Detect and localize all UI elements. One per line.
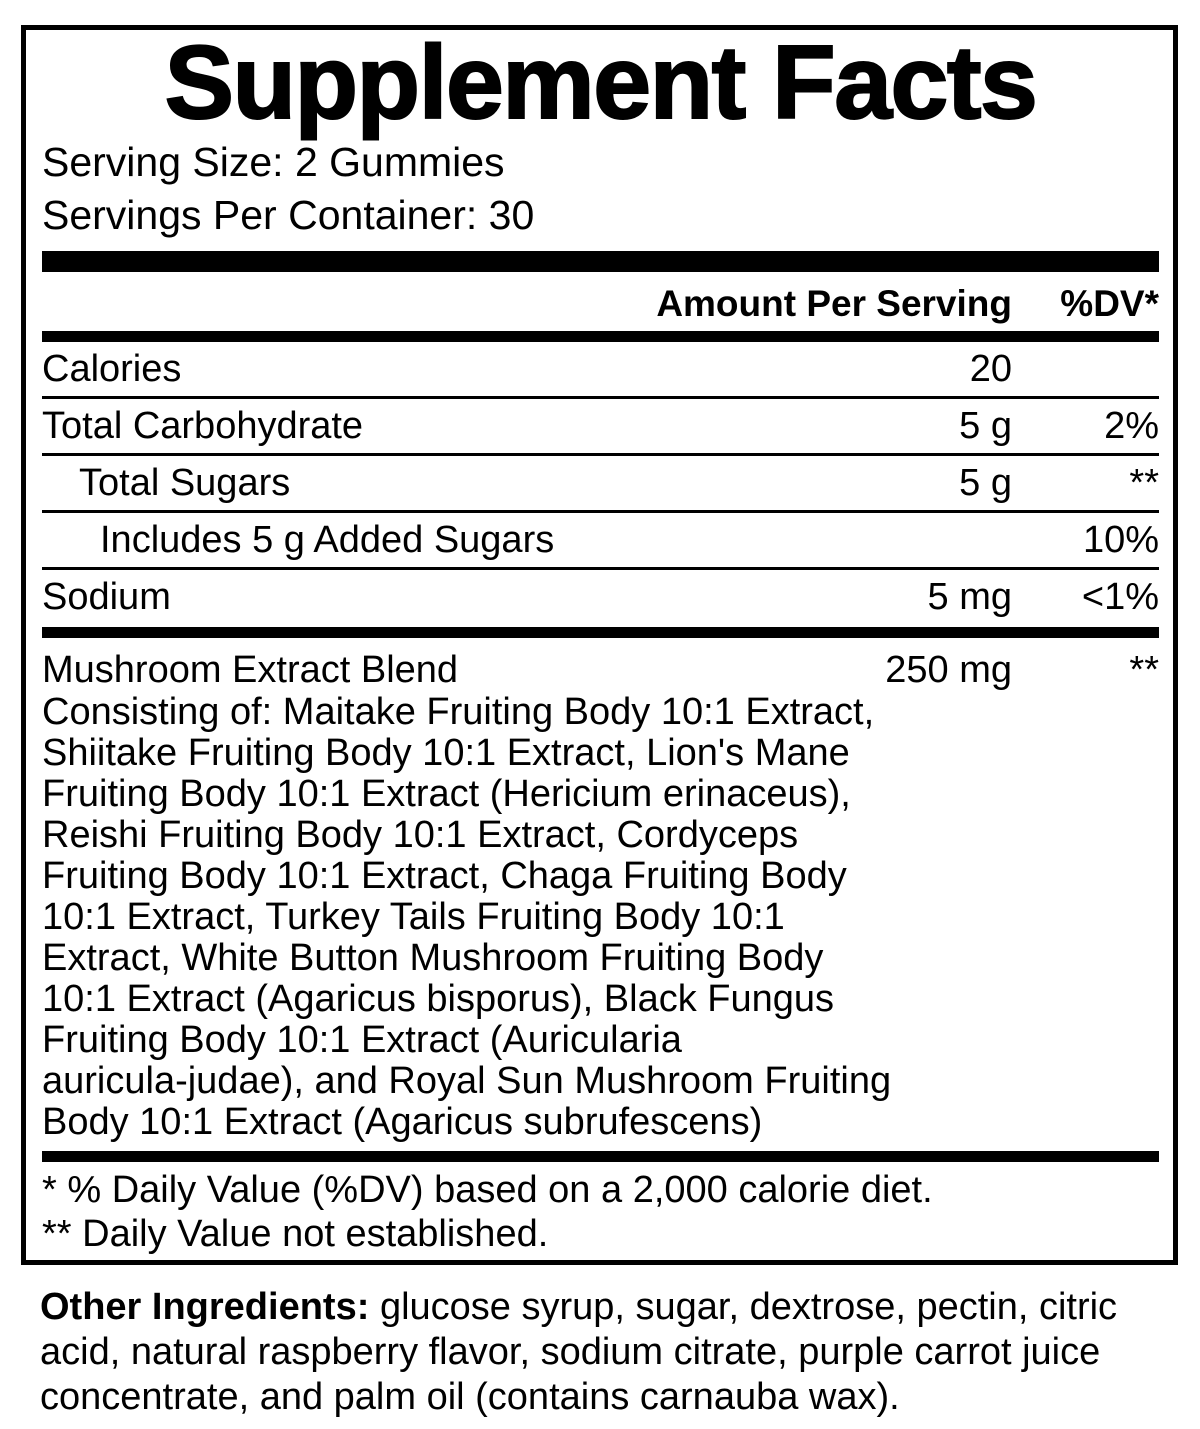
panel-title: Supplement Facts (164, 25, 1037, 141)
nutrient-amount: 5 mg (927, 576, 1012, 619)
blend-description-line: 10:1 Extract (Agaricus bisporus), Black Fungus (42, 978, 835, 1021)
blend-description-line: Consisting of: Maitake Fruiting Body 10:1 Extract, (42, 691, 875, 734)
blend-description-line: auricula-judae), and Royal Sun Mushroom Fruiting (42, 1060, 892, 1103)
blend-description-line: Body 10:1 Extract (Agaricus subrufescens) (42, 1101, 763, 1144)
supplement-facts-panel (21, 25, 1178, 1265)
nutrient-row-added-sugars (42, 513, 1159, 570)
blend-description-line: Extract, White Button Mushroom Fruiting Body (42, 937, 824, 980)
nutrient-name: Calories (42, 348, 182, 391)
footnote-dv-basis: * % Daily Value (%DV) based on a 2,000 calorie diet. (42, 1169, 933, 1212)
dv-column-header: %DV* (1060, 283, 1159, 325)
footnotes (42, 1162, 1159, 1256)
nutrient-name: Total Sugars (79, 462, 291, 505)
nutrient-row-total-sugars (42, 456, 1159, 513)
columns-separator-bar (42, 331, 1159, 342)
header-separator-bar (42, 251, 1159, 272)
amount-column-header: Amount Per Serving (656, 283, 1012, 325)
blend-description-line: 10:1 Extract, Turkey Tails Fruiting Body 10:1 (42, 896, 785, 939)
nutrient-dv: 10% (1082, 519, 1159, 562)
other-ingredients (40, 1285, 1180, 1420)
blend-description-line: Fruiting Body 10:1 Extract (Auricularia (42, 1019, 682, 1062)
column-header-row (42, 272, 1159, 331)
blend-description-line: Fruiting Body 10:1 Extract, Chaga Fruiting Body (42, 855, 847, 898)
nutrient-row-calories (42, 342, 1159, 399)
other-ingredients-text: glucose syrup, sugar, dextrose, pectin, citric acid, natural raspberry flavor, sodium citrate, purple carrot juice concentrate, and palm oil (contains carnauba wax). (40, 1286, 1118, 1418)
nutrient-dv: 2% (1104, 405, 1159, 448)
blend-amount: 250 mg (885, 649, 1012, 692)
servings-per-container: Servings Per Container: 30 (42, 192, 535, 239)
footnote-separator-bar (42, 1151, 1159, 1162)
blend-description (42, 692, 1159, 1143)
nutrient-name: Includes 5 g Added Sugars (100, 519, 555, 562)
nutrient-row-sodium (42, 570, 1159, 627)
footnote-not-established: ** Daily Value not established. (42, 1213, 549, 1256)
nutrient-name: Total Carbohydrate (42, 405, 364, 448)
nutrient-amount: 20 (969, 348, 1012, 391)
blend-row (42, 638, 1159, 692)
blend-separator-bar (42, 627, 1159, 638)
nutrient-row-total-carbohydrate (42, 399, 1159, 456)
other-ingredients-label: Other Ingredients: (40, 1286, 370, 1328)
blend-dv: ** (1129, 649, 1159, 692)
nutrient-amount: 5 g (959, 462, 1012, 505)
nutrient-amount: 5 g (959, 405, 1012, 448)
blend-description-line: Reishi Fruiting Body 10:1 Extract, Cordyceps (42, 814, 799, 857)
nutrient-name: Sodium (42, 576, 171, 619)
blend-name: Mushroom Extract Blend (42, 649, 459, 692)
blend-description-line: Shiitake Fruiting Body 10:1 Extract, Lion's Mane (42, 732, 850, 775)
nutrient-dv: <1% (1081, 576, 1159, 619)
blend-description-line: Fruiting Body 10:1 Extract (Hericium erinaceus), (42, 773, 851, 816)
serving-size: Serving Size: 2 Gummies (42, 139, 505, 186)
nutrient-dv: ** (1129, 462, 1159, 505)
